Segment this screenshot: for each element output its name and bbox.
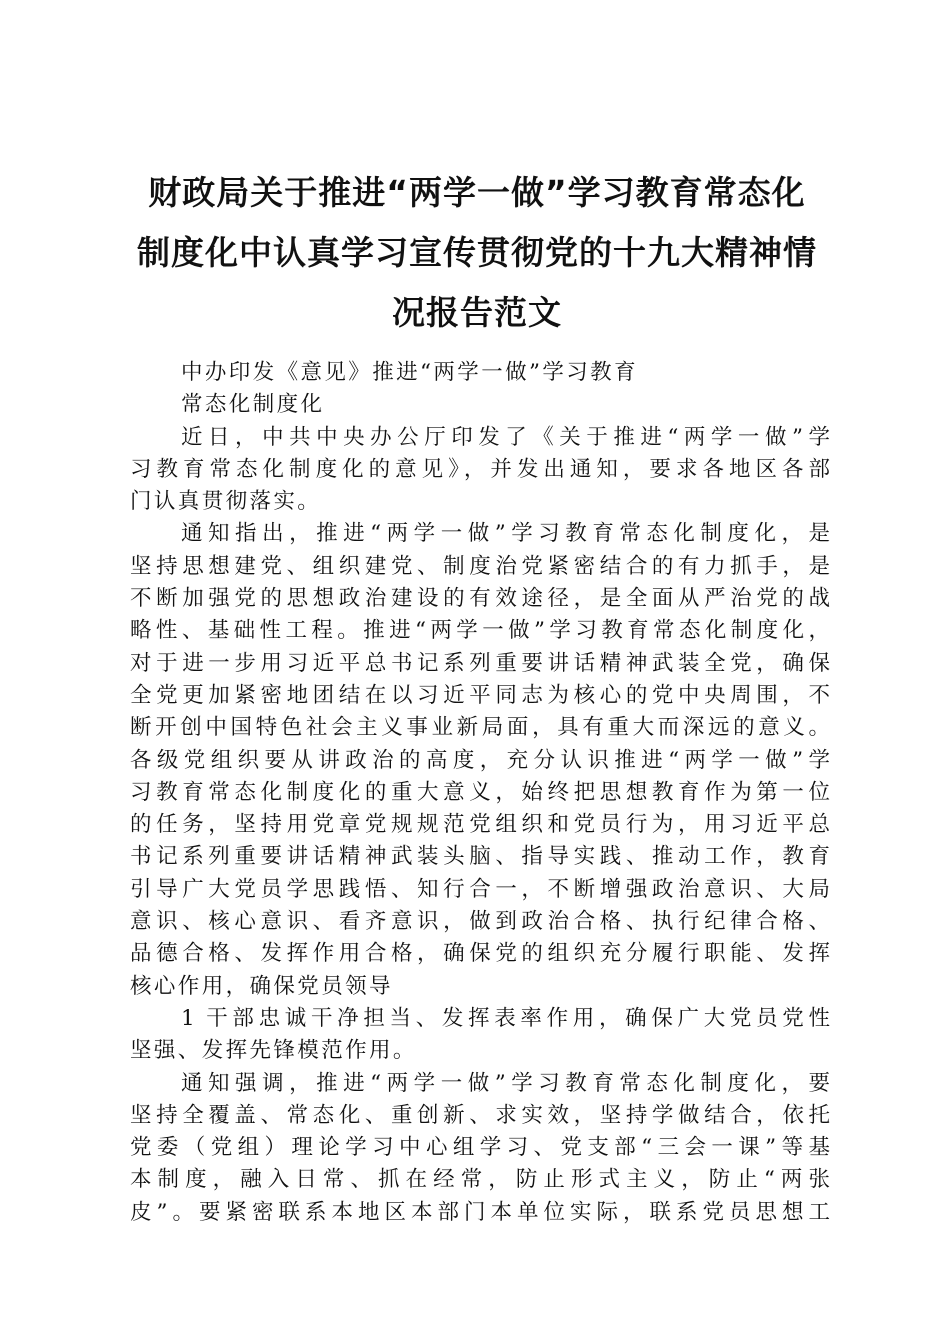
body-line: 坚强、发挥先锋模范作用。 bbox=[130, 1038, 417, 1064]
body-line: 各级党组织要从讲政治的高度，充分认识推进“两学一做”学 bbox=[130, 747, 830, 773]
body-line: 品德合格、发挥作用合格，确保党的组织充分履行职能、发挥 bbox=[130, 941, 830, 967]
body-line: 坚持全覆盖、常态化、重创新、求实效，坚持学做结合，依托 bbox=[130, 1102, 830, 1128]
body-line: 习教育常态化制度化的意见》，并发出通知，要求各地区各部 bbox=[130, 456, 830, 482]
body-line: 的任务，坚持用党章党规规范党组织和党员行为，用习近平总 bbox=[130, 812, 830, 838]
title-line: 制度化中认真学习宣传贯彻党的十九大精神情 bbox=[137, 233, 817, 272]
body-line: 党委（党组）理论学习中心组学习、党支部“三会一课”等基 bbox=[130, 1135, 830, 1161]
title-line: 况报告范文 bbox=[392, 293, 562, 332]
body-line: 核心作用，确保党员领导 bbox=[130, 973, 393, 999]
body-line: 常态化制度化 bbox=[181, 392, 325, 418]
body-line: 本制度，融入日常、抓在经常，防止形式主义，防止“两张 bbox=[130, 1167, 830, 1193]
body-line: 近日，中共中央办公厅印发了《关于推进“两学一做”学 bbox=[181, 424, 830, 450]
body-line: 通知强调，推进“两学一做”学习教育常态化制度化，要 bbox=[181, 1070, 830, 1096]
body-line: 坚持思想建党、组织建党、制度治党紧密结合的有力抓手，是 bbox=[130, 553, 830, 579]
body-line: 断开创中国特色社会主义事业新局面，具有重大而深远的意义。 bbox=[130, 715, 830, 741]
document-body bbox=[130, 357, 830, 1229]
body-line: 全党更加紧密地团结在以习近平同志为核心的党中央周围，不 bbox=[130, 682, 830, 708]
body-line: 书记系列重要讲话精神武装头脑、指导实践、推动工作，教育 bbox=[130, 844, 830, 870]
body-line: 通知指出，推进“两学一做”学习教育常态化制度化，是 bbox=[181, 521, 830, 547]
body-line: 门认真贯彻落实。 bbox=[130, 489, 322, 515]
body-line: 引导广大党员学思践悟、知行合一，不断增强政治意识、大局 bbox=[130, 876, 830, 902]
body-line: 皮”。要紧密联系本地区本部门本单位实际，联系党员思想工 bbox=[130, 1199, 830, 1225]
document-title bbox=[120, 163, 834, 343]
title-line: 财政局关于推进“两学一做”学习教育常态化 bbox=[148, 173, 806, 212]
body-line: 意识、核心意识、看齐意识，做到政治合格、执行纪律合格、 bbox=[130, 909, 830, 935]
body-line: 略性、基础性工程。推进“两学一做”学习教育常态化制度化， bbox=[130, 618, 830, 644]
body-line: 对于进一步用习近平总书记系列重要讲话精神武装全党，确保 bbox=[130, 650, 830, 676]
body-line: 中办印发《意见》推进“两学一做”学习教育 bbox=[181, 360, 638, 385]
body-line: 习教育常态化制度化的重大意义，始终把思想教育作为第一位 bbox=[130, 779, 830, 805]
body-line: 不断加强党的思想政治建设的有效途径，是全面从严治党的战 bbox=[130, 586, 830, 612]
body-line: 1 干部忠诚干净担当、发挥表率作用，确保广大党员党性 bbox=[181, 1005, 830, 1031]
